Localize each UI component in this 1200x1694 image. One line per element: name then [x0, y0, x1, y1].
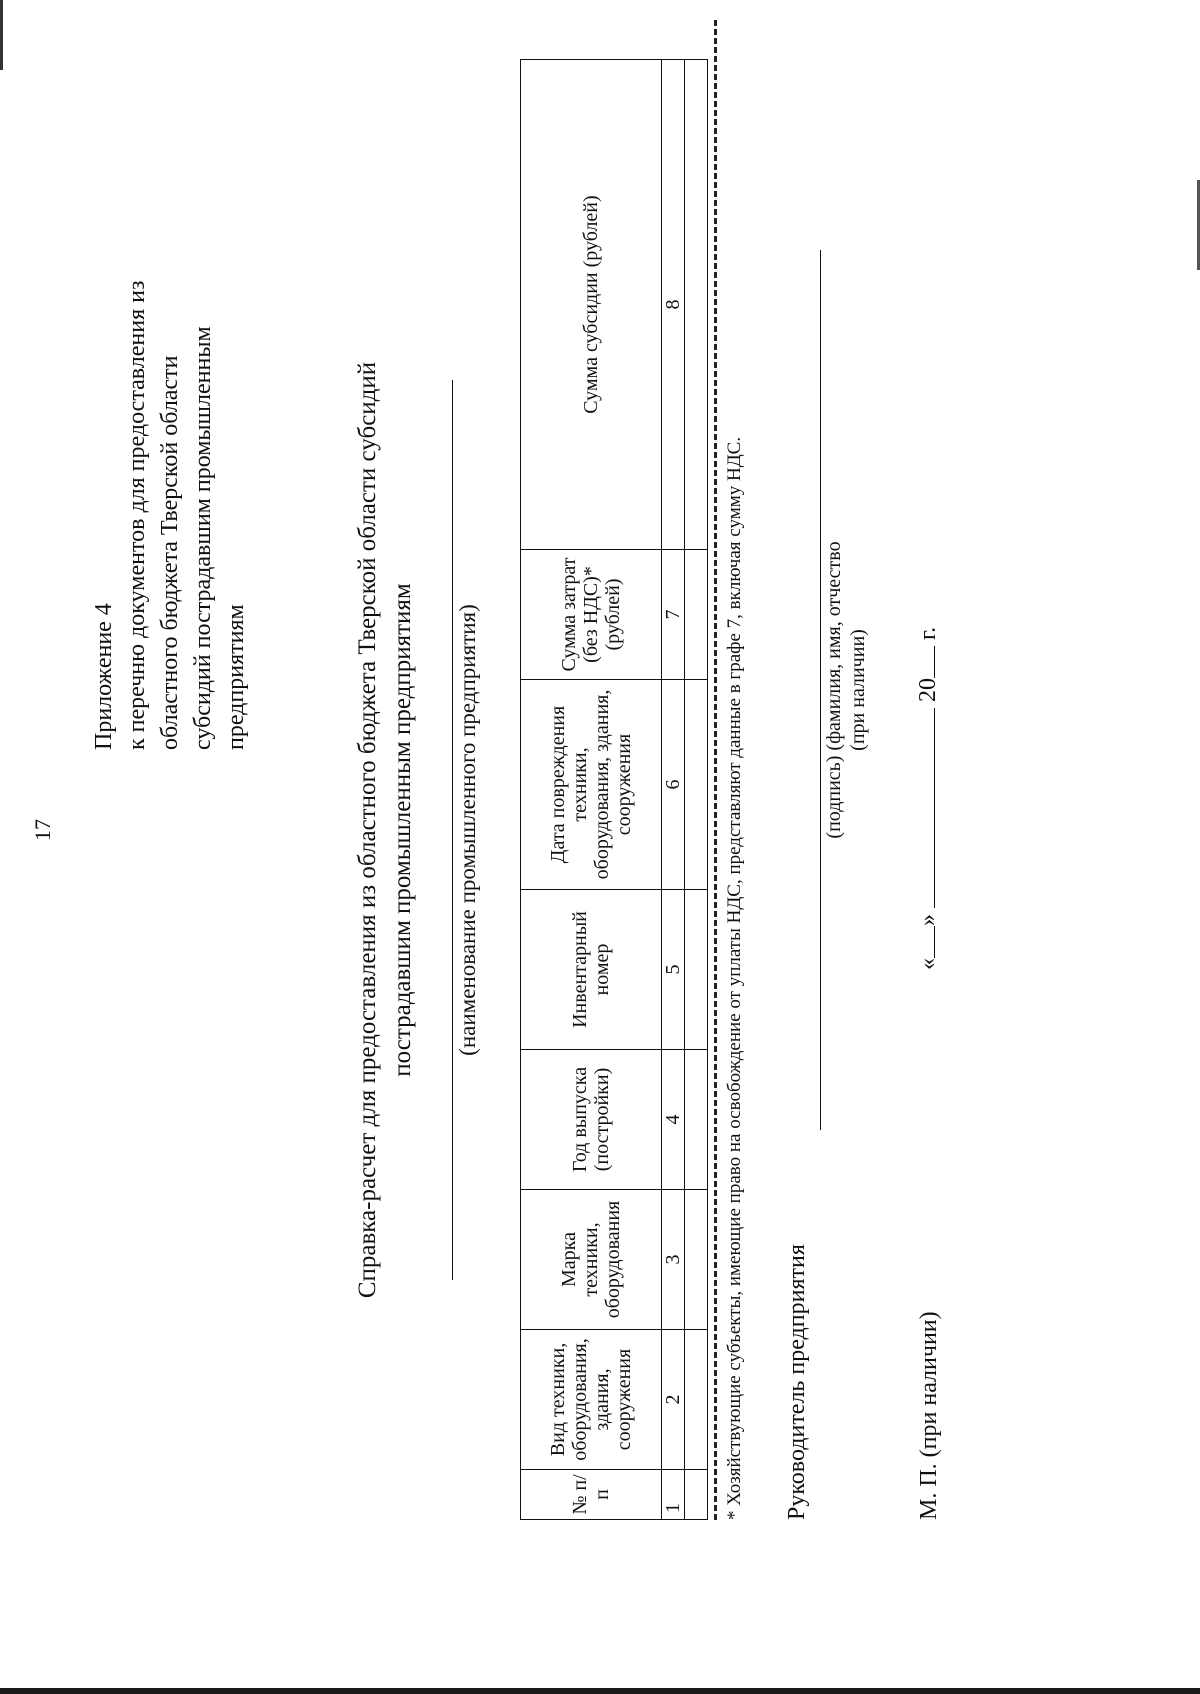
signature-caption: [822, 250, 870, 1130]
title-line: Справка-расчет для предоставления из областного бюджета Тверской области субсидий: [354, 361, 381, 1299]
table-cell: [685, 1470, 708, 1520]
table-header-cell: № п/п: [521, 1470, 662, 1520]
column-number-cell: 8: [662, 60, 685, 550]
table-row: [685, 60, 708, 1520]
column-number-cell: 5: [662, 890, 685, 1050]
rotated-page: [0, 30, 1140, 1630]
column-number-cell: 7: [662, 550, 685, 680]
table-cell: [685, 1190, 708, 1330]
calculation-table: [520, 59, 708, 1520]
table-cell: [685, 890, 708, 1050]
column-number-cell: 1: [662, 1470, 685, 1520]
year-suffix: г.: [915, 626, 941, 640]
table-header-cell: Инвентарный номер: [521, 890, 662, 1050]
month-blank: [912, 708, 935, 908]
appendix-line: к перечню документов для предоставления из: [124, 280, 150, 750]
date-open-quote: «: [915, 958, 941, 970]
table-cell: [685, 1050, 708, 1190]
page-number: 17: [30, 819, 55, 841]
stamp-label: М. П. (при наличии): [916, 1311, 942, 1520]
appendix-line: Приложение 4: [91, 603, 117, 750]
footnote: * Хозяйствующие субъекты, имеющие право на освобождение от уплаты НДС, представляют данные в графе 7, включая сумму НДС.: [724, 436, 745, 1520]
column-number-cell: 6: [662, 680, 685, 890]
table-header-cell: Год выпуска (постройки): [521, 1050, 662, 1190]
signature-caption-line: (при наличии): [847, 629, 869, 751]
date-field: [912, 627, 942, 970]
table-number-row: [662, 60, 685, 1520]
date-close-quote: »: [915, 914, 941, 926]
table-cell: [685, 550, 708, 680]
table-header-cell: Дата повреждения техники, оборудования, здания, сооружения: [521, 680, 662, 890]
column-number-cell: 3: [662, 1190, 685, 1330]
column-number-cell: 2: [662, 1330, 685, 1470]
footnote-separator: [714, 20, 717, 1520]
signature-line: [820, 250, 821, 1130]
table-cell: [685, 680, 708, 890]
table-cell: [685, 60, 708, 550]
enterprise-name-line: [452, 380, 453, 1280]
enterprise-name-caption: (наименование промышленного предприятия): [455, 604, 480, 1056]
appendix-line: областного бюджета Тверской области: [157, 355, 183, 750]
appendix-header: [88, 150, 253, 750]
appendix-line: субсидий пострадавшим промышленным: [190, 326, 216, 750]
table-header-row: [521, 60, 662, 1520]
year-prefix: 20: [915, 678, 941, 702]
table-header-cell: Вид техники, оборудования, здания, сооружения: [521, 1330, 662, 1470]
table-header-cell: Сумма субсидии (рублей): [521, 60, 662, 550]
day-blank: [912, 926, 935, 958]
signature-caption-line: (подпись) (фамилия, имя, отчество: [823, 541, 845, 839]
column-number-cell: 4: [662, 1050, 685, 1190]
appendix-line: предприятиям: [223, 604, 249, 750]
table-header-cell: Сумма затрат (без НДС)* (рублей): [521, 550, 662, 680]
title-line: пострадавшим промышленным предприятиям: [389, 583, 416, 1077]
scan-edge-bottom: [0, 1688, 1200, 1694]
table-header-cell: Марка техники, оборудования: [521, 1190, 662, 1330]
year-blank: [912, 646, 935, 678]
document-title: [350, 30, 420, 1630]
table-cell: [685, 1330, 708, 1470]
head-of-enterprise-label: Руководитель предприятия: [784, 1244, 810, 1520]
